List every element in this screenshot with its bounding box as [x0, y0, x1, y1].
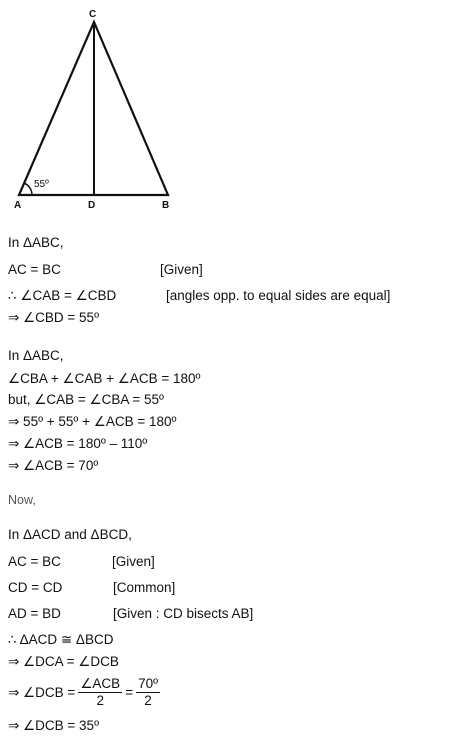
fraction-denominator: 2 — [144, 693, 152, 708]
equals-sign: = — [125, 685, 134, 700]
vertex-label-c: C — [89, 9, 97, 20]
text-line: In ΔABC, — [8, 348, 64, 363]
fraction-70-over-2 — [136, 676, 160, 709]
fraction-numerator: ∠ACB — [80, 676, 121, 691]
text-line: ∴ ΔACD ≅ ΔBCD — [8, 632, 114, 647]
text-line: In ΔACD and ΔBCD, — [8, 527, 132, 542]
text-line: AC = BC — [8, 554, 61, 569]
text-line: ⇒ ∠DCA = ∠DCB — [8, 654, 119, 669]
text-line: ⇒ ∠ACB = 180º – 110º — [8, 436, 148, 451]
reason-text: [Given] — [160, 262, 203, 277]
text-line: ∴ ∠CAB = ∠CBD — [8, 288, 117, 303]
text-line: In ΔABC, — [8, 235, 64, 250]
fraction-lhs: ⇒ ∠DCB = — [8, 685, 76, 700]
fraction-denominator: 2 — [96, 693, 104, 708]
triangle-figure — [0, 0, 455, 215]
angle-arc-a — [24, 183, 32, 195]
reason-text: [Common] — [113, 580, 176, 595]
text-line: ⇒ ∠CBD = 55º — [8, 310, 99, 325]
vertex-label-b: B — [162, 200, 170, 211]
text-line: AC = BC — [8, 262, 61, 277]
text-line: but, ∠CAB = ∠CBA = 55º — [8, 392, 164, 407]
fraction-line — [8, 676, 163, 709]
fraction-acb-over-2 — [78, 676, 122, 709]
angle-label-55: 55º — [34, 179, 49, 190]
text-line: AD = BD — [8, 606, 61, 621]
text-line: ∠CBA + ∠CAB + ∠ACB = 180º — [8, 371, 201, 386]
reason-text: [Given] — [112, 554, 155, 569]
text-line: ⇒ 55º + 55º + ∠ACB = 180º — [8, 414, 177, 429]
text-line: ⇒ ∠DCB = 35º — [8, 718, 99, 733]
vertex-label-d: D — [88, 200, 96, 211]
fraction-numerator: 70º — [138, 676, 159, 691]
text-line: CD = CD — [8, 580, 63, 595]
reason-text: [Given : CD bisects AB] — [113, 606, 254, 621]
text-line: ⇒ ∠ACB = 70º — [8, 458, 99, 473]
now-label: Now, — [8, 493, 36, 507]
vertex-label-a: A — [14, 200, 22, 211]
reason-text: [angles opp. to equal sides are equal] — [166, 288, 391, 303]
